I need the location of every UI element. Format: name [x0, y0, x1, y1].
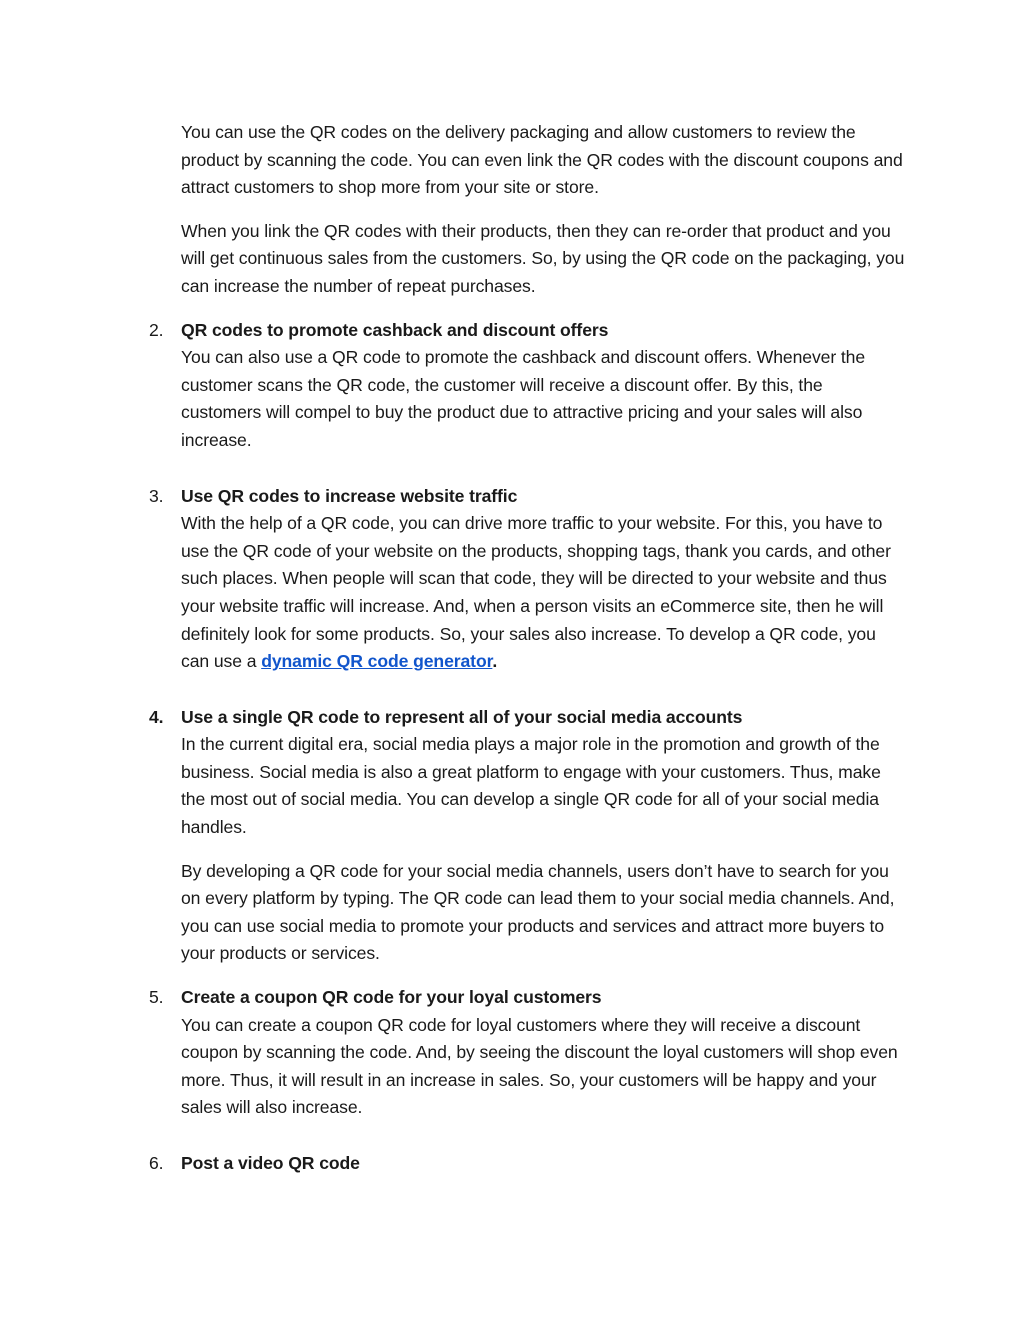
list-item-body: You can also use a QR code to promote the cashback and discount offers. Whenever the customer scans the QR code, the customer will receive a discount offer. By this, the customers will compel to buy the product due to attractive pricing and your sales will also increase. — [181, 347, 866, 450]
list-item-4 — [149, 704, 907, 968]
list-item-body-text: With the help of a QR code, you can drive more traffic to your website. For this, you have to use the QR code of your website on the products, shopping tags, thank you cards, and other such places. When people will scan that code, they will be directed to your website and thus your website traffic will increase. And, when a person visits an eCommerce site, then he will definitely look for some products. So, your sales also increase. To develop a QR code, you can use a — [181, 513, 891, 672]
list-item-heading: Use a single QR code to represent all of your social media accounts — [181, 706, 743, 727]
list-item-heading: Use QR codes to increase website traffic — [181, 485, 518, 506]
intro-paragraph-1: You can use the QR codes on the delivery packaging and allow customers to review the product by scanning the code. You can even link the QR codes with the discount coupons and attract customers to shop more from your site or store. — [181, 122, 903, 198]
list-item-body-2: By developing a QR code for your social media channels, users don’t have to search for you on every platform by typing. The QR code can lead them to your social media channels. And, you can use social media to promote your products and services and attract more buyers to your products or services. — [181, 860, 895, 964]
document-body — [149, 119, 907, 1178]
list-item-heading: Post a video QR code — [181, 1153, 360, 1173]
dynamic-qr-code-generator-link[interactable]: dynamic QR code generator — [261, 651, 493, 672]
list-number: 6. — [149, 1153, 164, 1173]
list-number: 5. — [149, 987, 164, 1008]
list-item-3 — [149, 483, 907, 676]
list-item-5 — [149, 984, 907, 1122]
intro-paragraph-2: When you link the QR codes with their products, then they can re-order that product and you will get continuous sales from the customers. So, by using the QR code on the packaging, you can increase the number of repeat purchases. — [181, 220, 905, 296]
list-item-2 — [149, 317, 907, 455]
list-item-body — [181, 510, 907, 676]
list-item-body: In the current digital era, social media plays a major role in the promotion and growth of the business. Social media is also a great platform to engage with your customers. Thus, make the most out of social media. You can develop a single QR code for all of your social media handles. — [181, 734, 881, 838]
list-item-heading: QR codes to promote cashback and discount offers — [181, 319, 609, 340]
list-number: 3. — [149, 485, 164, 506]
list-item-heading: Create a coupon QR code for your loyal customers — [181, 987, 602, 1008]
link-period: . — [492, 651, 498, 672]
list-number: 2. — [149, 319, 164, 340]
list-number: 4. — [149, 706, 164, 727]
list-item-6 — [149, 1150, 907, 1178]
list-item-body: You can create a coupon QR code for loyal customers where they will receive a discount coupon by scanning the code. And, by seeing the discount the loyal customers will shop even more. Thus, it will result in an increase in sales. So, your customers will be happy and your sales will also increase. — [181, 1014, 898, 1118]
